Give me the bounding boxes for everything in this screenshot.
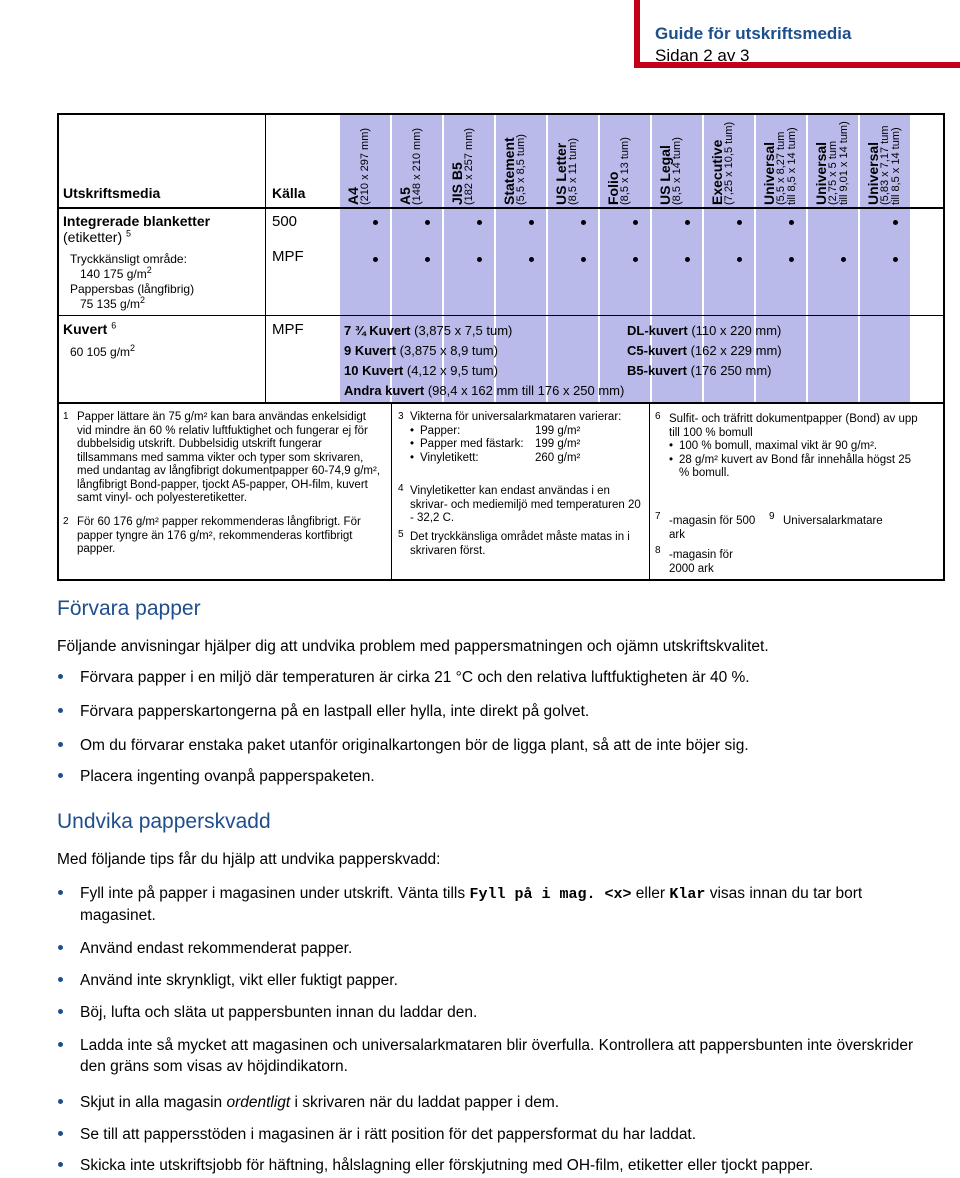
source-mpf-envelopes: MPF (272, 321, 304, 338)
footnote-5: Det tryckkänsliga området måste matas in i skrivaren först. (410, 531, 630, 557)
size-name: Folio (605, 171, 621, 205)
size-dim: till 8,5 x 14 tum) (890, 127, 902, 205)
availability-dot (633, 220, 638, 225)
heading-avoid-jams: Undvika papperskvadd (57, 810, 271, 833)
jam-item-2: Använd endast rekommenderat papper. (80, 938, 920, 959)
bullet-icon (58, 1099, 63, 1104)
size-dim: (148 x 210 mm) (411, 127, 423, 205)
availability-dot (737, 257, 742, 262)
row-label-forms: Integrerade blanketter (etiketter) $^5$ (63, 213, 211, 245)
page-title: Guide för utskriftsmedia (655, 24, 852, 43)
store-intro: Följande anvisningar hjälper dig att undvika problem med pappersmatningen och ojämn utskriftskvalitet. (57, 638, 769, 655)
size-header (710, 122, 735, 205)
footnote-7: -magasin för 500 ark (669, 515, 756, 541)
jam-item-4: Böj, lufta och släta ut pappersbunten innan du laddar den. (80, 1002, 920, 1023)
store-item-3: Om du förvarar enstaka paket utanför originalkartongen bör de ligga plant, så att de inte böjer sig. (80, 735, 920, 756)
jam-item-6: Skjut in alla magasin ordentligt i skrivaren när du laddat papper i dem. (80, 1092, 920, 1113)
bullet-icon (58, 674, 63, 679)
footnote-2: För 60 176 g/m² papper rekommenderas långfibrigt. För papper tyngre än 176 g/m², rekommenderas kortfibrigt papper. (77, 516, 361, 555)
source-500: 500 (272, 213, 298, 230)
availability-dot (893, 257, 898, 262)
availability-dot (841, 257, 846, 262)
availability-dot (789, 220, 794, 225)
bullet-icon (58, 945, 63, 950)
size-name: Universal (865, 141, 881, 205)
bullet-icon (58, 742, 63, 747)
size-header (554, 138, 579, 205)
footnote-3: Vikterna för universalarkmataren varierar: • Papper: 199 g/m² • Papper med fästark: 199 g/m² • Vinyletikett: 260 g/m² (410, 411, 646, 465)
availability-dot (477, 220, 482, 225)
size-name: JIS B5 (449, 162, 465, 205)
bullet-icon (58, 1009, 63, 1014)
availability-dot (789, 257, 794, 262)
fn-number-5: 5 (398, 529, 404, 540)
size-header (346, 128, 371, 205)
availability-dot (373, 220, 378, 225)
size-name: Statement (501, 137, 517, 205)
availability-dot (893, 220, 898, 225)
size-dim: (8,5 x 11 tum) (567, 137, 579, 205)
size-name: Executive (709, 139, 725, 205)
fn-number-9: 9 (769, 511, 775, 522)
footnote-1: Papper lättare än 75 g/m² kan bara användas enkelsidigt vid mindre än 60 % relativ luftfuktighet och fungerar ej för dubbelsidig utskrift. Dubbelsidig utskrift fungerar tillsammans med samma vikter och typer som skrivaren, med undantag av långfibrigt dokumentpapper 60-74,9 g/m², långfibrigt Bond-papper, tjockt A5-papper, OH-film, kuvert samt vinyl- och polyesteretiketter. (77, 411, 381, 504)
fn-number-7: 7 (655, 511, 661, 522)
fn-number-6: 6 (655, 411, 661, 422)
row-label-envelopes: Kuvert $^6$ (63, 320, 117, 337)
corner-bar-vertical (634, 0, 640, 68)
size-dim: (210 x 297 mm) (359, 127, 371, 205)
header-divider (59, 207, 943, 209)
availability-dot (581, 220, 586, 225)
col-header-source: Källa (272, 185, 306, 201)
footnote-6: Sulfit- och träfritt dokumentpapper (Bond) av upp till 100 % bomull • 100 % bomull, maximal vikt är 90 g/m². • 28 g/m² kuvert av Bond får innehålla högst 25 % bomull. (669, 413, 919, 481)
footnote-4: Vinyletiketter kan endast användas i en skrivar- och mediemiljö med temperaturen 20 - 32,2 C. (410, 485, 641, 524)
size-dim: till 9,01 x 14 tum) (838, 121, 850, 205)
bullet-icon (58, 977, 63, 982)
size-dim: (8,5 x 14 tum) (671, 137, 683, 205)
availability-dot (685, 220, 690, 225)
heading-store-paper: Förvara papper (57, 597, 201, 620)
availability-dot (685, 257, 690, 262)
media-table (57, 113, 945, 581)
jam-intro: Med följande tips får du hjälp att undvika papperskvadd: (57, 851, 441, 868)
size-name: A5 (397, 187, 413, 205)
fn-number-3: 3 (398, 411, 404, 422)
bullet-icon (58, 1042, 63, 1047)
fn-divider-1 (391, 403, 392, 579)
availability-dot (425, 220, 430, 225)
size-dim: (2,75 x 5 tum (827, 140, 839, 205)
size-name: US Letter (553, 142, 569, 205)
availability-dot (529, 257, 534, 262)
size-name: Universal (813, 141, 829, 205)
availability-dot (425, 257, 430, 262)
source-mpf: MPF (272, 248, 304, 265)
size-name: Universal (761, 141, 777, 205)
size-dim: (5,5 x 8,5 tum) (515, 134, 527, 205)
bullet-icon (58, 890, 63, 895)
page-number: Sidan 2 av 3 (655, 46, 750, 65)
fn-number-1: 1 (63, 411, 69, 422)
size-header (658, 137, 683, 205)
availability-dot (477, 257, 482, 262)
bullet-icon (58, 1131, 63, 1136)
availability-dot (737, 220, 742, 225)
store-item-4: Placera ingenting ovanpå papperspaketen. (80, 766, 920, 787)
jam-item-5: Ladda inte så mycket att magasinen och universalarkmataren blir överfulla. Kontrollera att pappersbunten inte överskrider den gräns som visas av höjdindikatorn. (80, 1035, 920, 1077)
row-desc-envelopes: 60 105 $g/m^2$ (70, 343, 136, 359)
bullet-icon (58, 1162, 63, 1167)
size-header (398, 128, 423, 205)
size-dim: (182 x 257 mm) (463, 127, 475, 205)
availability-dot (529, 220, 534, 225)
size-name: US Legal (657, 145, 673, 205)
availability-dot (373, 257, 378, 262)
fn-number-4: 4 (398, 483, 404, 494)
jam-item-1: Fyll inte på papper i magasinen under utskrift. Vänta tills Fyll på i mag. <x> eller Klar visas innan du tar bort magasinet. (80, 883, 920, 926)
size-dim: (5,5 x 8,27 tum (775, 131, 787, 205)
store-item-2: Förvara papperskartongerna på en lastpall eller hylla, inte direkt på golvet. (80, 701, 920, 722)
size-dim: (5,83 x 7,17 tum (879, 125, 891, 205)
envelope-list-left: 7 ¾ Kuvert (3,875 x 7,5 tum) 9 Kuvert (3,875 x 8,9 tum) 10 Kuvert (4,12 x 9,5 tum) Andra kuvert (98,4 x 162 mm till 176 x 250 mm) (344, 323, 625, 398)
jam-item-3: Använd inte skrynkligt, vikt eller fuktigt papper. (80, 970, 920, 991)
size-name: A4 (345, 187, 361, 205)
size-header (502, 134, 527, 205)
size-dim: (8,5 x 13 tum) (619, 137, 631, 205)
availability-dot (581, 257, 586, 262)
bullet-icon (58, 708, 63, 713)
col-header-media: Utskriftsmedia (63, 185, 161, 201)
footnote-8: -magasin för 2000 ark (669, 549, 733, 575)
size-header (866, 126, 902, 206)
store-item-1: Förvara papper i en miljö där temperaturen är cirka 21 °C och den relativa luftfuktigheten är 40 %. (80, 667, 920, 688)
jam-item-7: Se till att pappersstöden i magasinen är i rätt position för det pappersformat du har laddat. (80, 1124, 920, 1145)
size-header (606, 137, 631, 205)
size-dim: till 8,5 x 14 tum) (786, 127, 798, 205)
fn-number-2: 2 (63, 516, 69, 527)
footnote-divider (59, 402, 943, 404)
footnote-9: Universalarkmatare (783, 515, 883, 527)
col-divider (265, 115, 266, 403)
size-header (450, 128, 475, 205)
size-dim: (7,25 x 10,5 tum) (723, 121, 735, 205)
row-desc-forms: Tryckkänsligt område: 140 175 $g/m^2$ Pappersbas (långfibrig) 75 135 $g/m^2$ (70, 252, 195, 311)
size-header (762, 127, 798, 205)
bullet-icon (58, 773, 63, 778)
availability-dot (633, 257, 638, 262)
fn-number-8: 8 (655, 545, 661, 556)
fn-divider-2 (649, 403, 650, 579)
jam-item-8: Skicka inte utskriftsjobb för häftning, hålslagning eller förskjutning med OH-film, etiketter eller tjockt papper. (80, 1155, 920, 1176)
size-header (814, 121, 850, 205)
envelope-list-right: DL-kuvert (110 x 220 mm) C5-kuvert (162 x 229 mm) B5-kuvert (176 250 mm) (627, 323, 782, 378)
row-divider (59, 315, 943, 316)
